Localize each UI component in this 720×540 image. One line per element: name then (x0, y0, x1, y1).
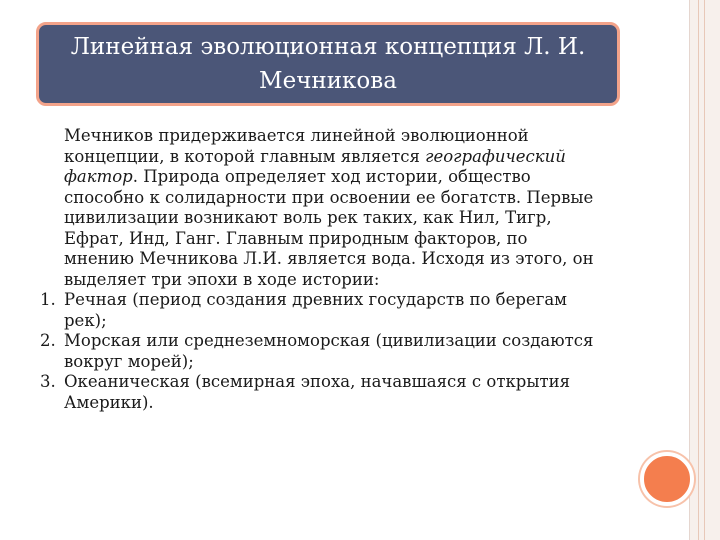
slide-title-box (36, 22, 620, 106)
list-number: 3. (40, 372, 56, 391)
slide-body (40, 126, 600, 413)
list-text: Морская или среднеземноморская (цивилизации создаются вокруг морей); (64, 331, 594, 371)
list-item (40, 290, 600, 331)
list-text: Речная (период создания древних государств по берегам рек); (64, 290, 568, 330)
list-number: 1. (40, 290, 56, 309)
list-number: 2. (40, 331, 56, 350)
paragraph-emphasis: географический фактор (64, 146, 566, 186)
list-text: Океаническая (всемирная эпоха, начавшаяся с открытия Америки). (64, 372, 571, 412)
paragraph-text-1: Мечников придерживается линейной эволюционной концепции, в которой главным является (64, 126, 529, 166)
paragraph-text-2: . Природа определяет ход истории, общество способно к солидарности при освоении ее богатств. Первые цивилизации возникают воль рек таких, как Нил, Тигр, Ефрат, Инд, Ганг. Главным природным факторов, по мнению Мечникова Л.И. является вода. Исходя из этого, он выделяет три эпохи в ходе истории: (64, 167, 594, 289)
border-line (704, 0, 705, 540)
epochs-list (40, 290, 600, 413)
list-item (40, 331, 600, 372)
decorative-side-border (689, 0, 720, 540)
slide-title: Линейная эволюционная концепция Л. И. Мечникова (70, 34, 586, 94)
border-line (698, 0, 699, 540)
intro-paragraph (40, 126, 600, 290)
decorative-circle (640, 452, 694, 506)
list-item (40, 372, 600, 413)
